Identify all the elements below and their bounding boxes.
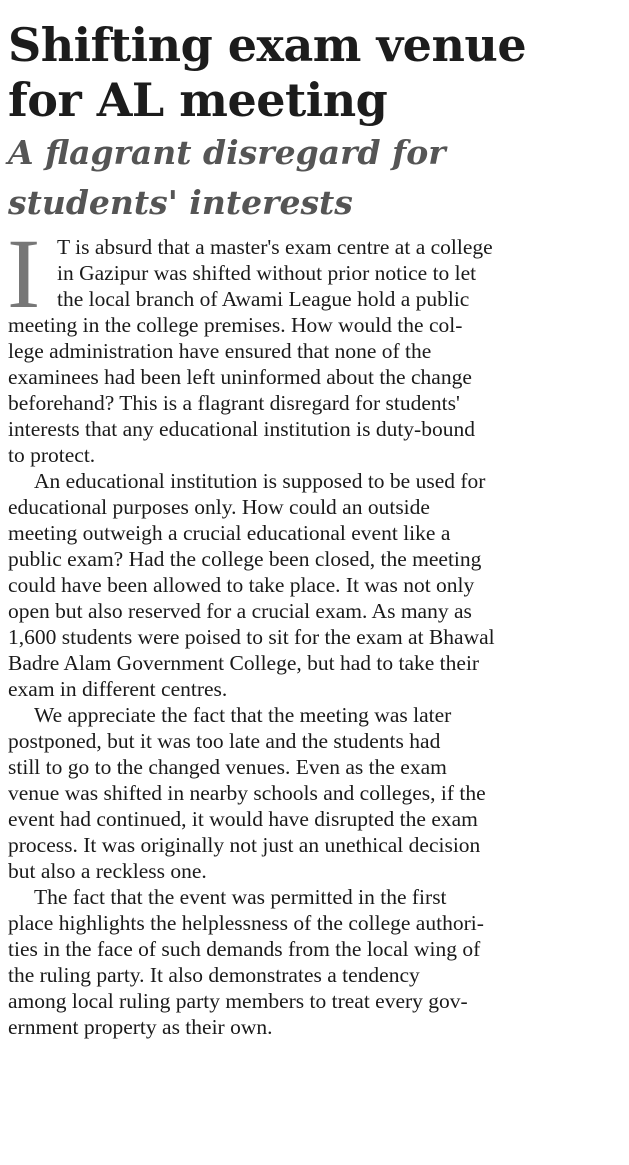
text-line: meeting outweigh a crucial educational event like a bbox=[8, 521, 451, 545]
text-line: 1,600 students were poised to sit for the exam at Bhawal bbox=[8, 625, 495, 649]
text-line: could have been allowed to take place. It was not only bbox=[8, 573, 475, 597]
headline-line: Shifting exam venue bbox=[8, 18, 527, 72]
text-line: exam in different centres. bbox=[8, 677, 228, 701]
text-line: but also a reckless one. bbox=[8, 859, 207, 883]
text-line: ernment property as their own. bbox=[8, 1015, 273, 1039]
text-line: to protect. bbox=[8, 443, 96, 467]
text-line: public exam? Had the college been closed, the meeting bbox=[8, 547, 482, 571]
text-line: the local branch of Awami League hold a public bbox=[57, 287, 470, 311]
text-line: educational purposes only. How could an outside bbox=[8, 495, 430, 519]
text-line: ties in the face of such demands from the local wing of bbox=[8, 937, 481, 961]
text-line: The fact that the event was permitted in the first bbox=[34, 885, 447, 909]
article-body bbox=[7, 218, 623, 1040]
paragraph bbox=[8, 702, 623, 884]
subheadline bbox=[8, 128, 623, 228]
headline-line: for AL meeting bbox=[8, 73, 388, 127]
paragraph bbox=[8, 884, 623, 1040]
text-line: venue was shifted in nearby schools and colleges, if the bbox=[8, 781, 486, 805]
text-line: process. It was originally not just an unethical decision bbox=[8, 833, 481, 857]
drop-cap: I bbox=[7, 218, 41, 329]
editorial-article bbox=[8, 18, 623, 1040]
text-line: in Gazipur was shifted without prior notice to let bbox=[57, 261, 477, 285]
headline bbox=[8, 18, 623, 128]
text-line: still to go to the changed venues. Even as the exam bbox=[8, 755, 447, 779]
text-line: examinees had been left uninformed about the change bbox=[8, 365, 472, 389]
text-line: among local ruling party members to treat every gov- bbox=[8, 989, 468, 1013]
text-line: lege administration have ensured that none of the bbox=[8, 339, 432, 363]
text-line: event had continued, it would have disrupted the exam bbox=[8, 807, 478, 831]
paragraph bbox=[8, 468, 623, 702]
text-line: the ruling party. It also demonstrates a tendency bbox=[8, 963, 420, 987]
text-line: T is absurd that a master's exam centre at a college bbox=[57, 235, 493, 259]
text-line: beforehand? This is a flagrant disregard for students' bbox=[8, 391, 460, 415]
text-line: meeting in the college premises. How would the col- bbox=[8, 313, 463, 337]
paragraph bbox=[7, 218, 623, 468]
text-line: An educational institution is supposed to be used for bbox=[34, 469, 486, 493]
text-line: We appreciate the fact that the meeting was later bbox=[34, 703, 452, 727]
subheadline-line: A flagrant disregard for bbox=[8, 133, 446, 172]
text-line: place highlights the helplessness of the college authori- bbox=[8, 911, 484, 935]
subheadline-line: students' interests bbox=[8, 183, 353, 222]
text-line: open but also reserved for a crucial exam. As many as bbox=[8, 599, 472, 623]
text-line: Badre Alam Government College, but had to take their bbox=[8, 651, 480, 675]
text-line: postponed, but it was too late and the students had bbox=[8, 729, 441, 753]
text-line: interests that any educational institution is duty-bound bbox=[8, 417, 475, 441]
